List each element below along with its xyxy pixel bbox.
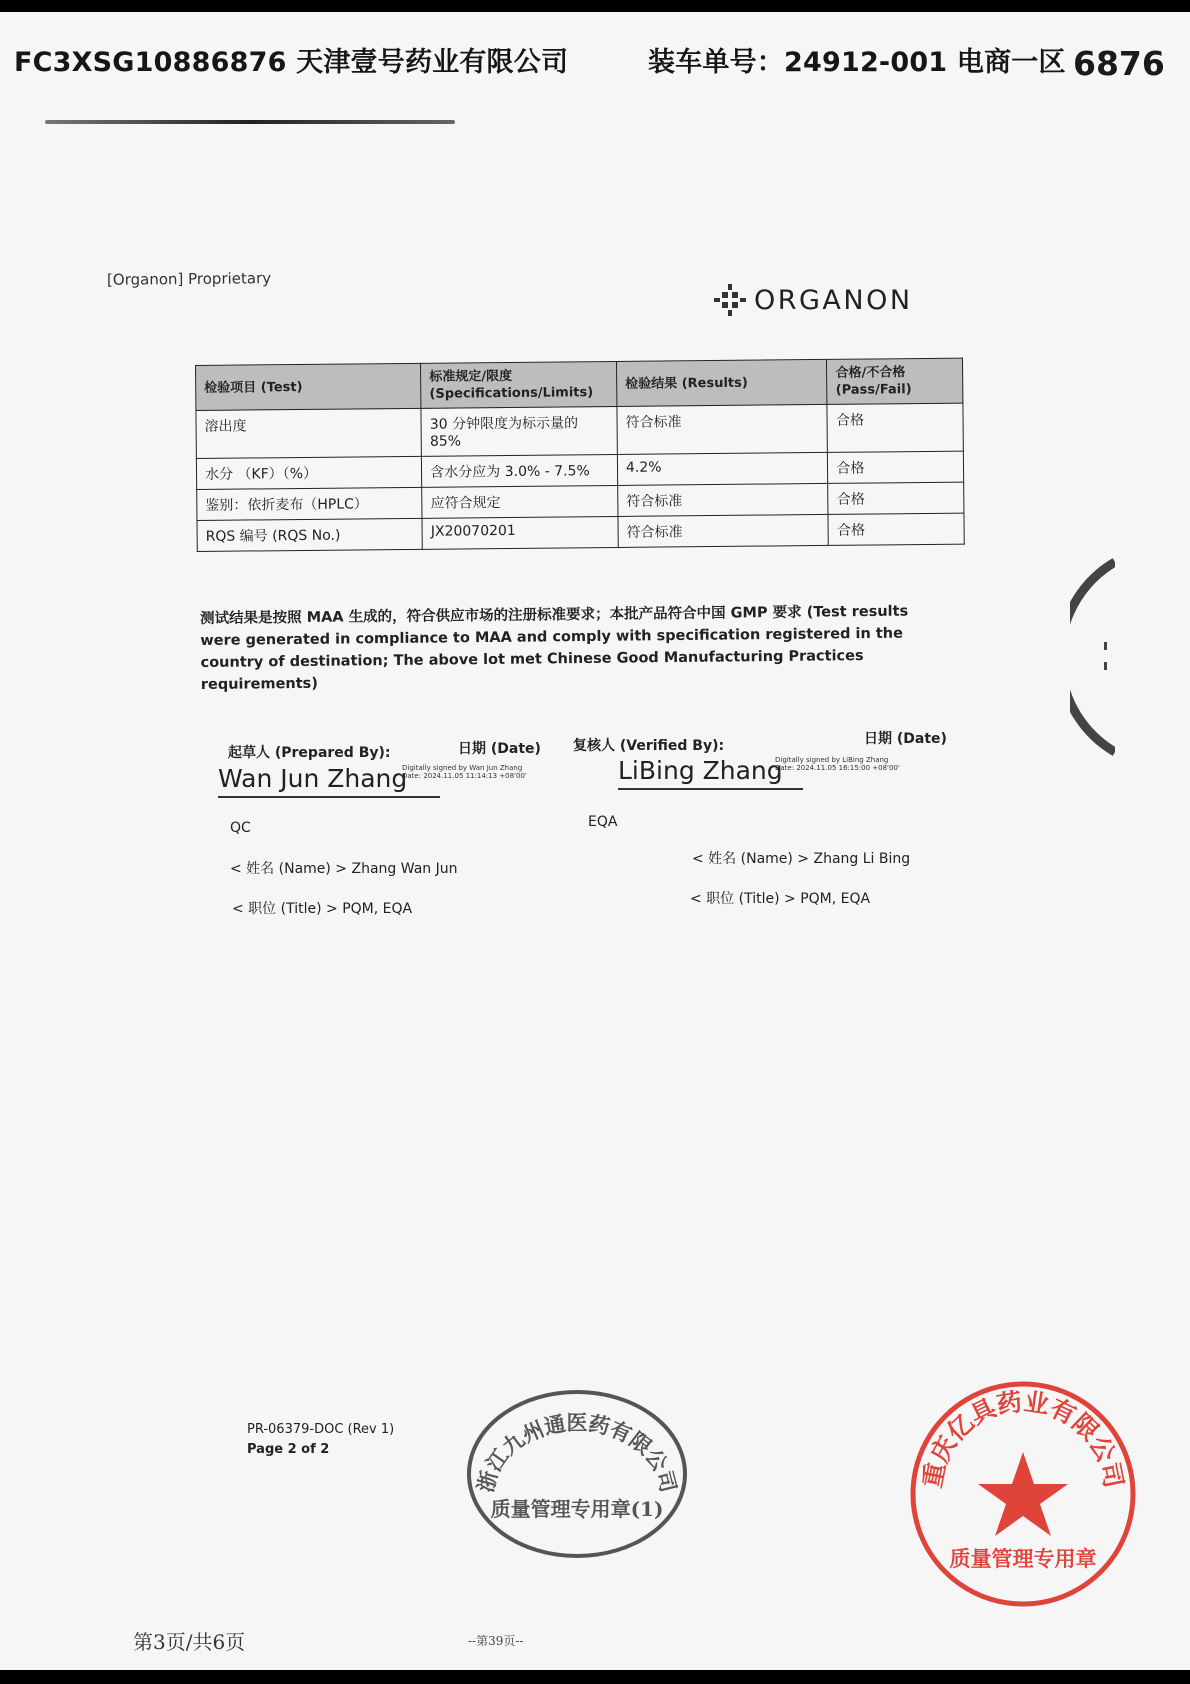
partial-seal-edge-icon — [1070, 557, 1115, 757]
table-cell: JX20070201 — [422, 516, 618, 549]
prepared-signature-line — [218, 796, 440, 798]
prepared-digital-line1: Digitally signed by Wan Jun Zhang — [402, 764, 523, 772]
table-cell: 4.2% — [617, 452, 828, 485]
verified-title: < 职位 (Title) > PQM, EQA — [690, 891, 871, 907]
header-number: 6876 — [1073, 44, 1165, 83]
prepared-date-label: 日期 (Date) — [458, 741, 541, 757]
table-cell: 符合标准 — [617, 404, 828, 454]
quality-stamp-left — [462, 1382, 692, 1558]
verified-signature: LiBing Zhang — [618, 756, 783, 785]
organon-logo — [714, 284, 913, 316]
verified-name: < 姓名 (Name) > Zhang Li Bing — [692, 851, 911, 867]
footer-page-count: 第3页/共6页 — [133, 1630, 246, 1654]
col-passfail-header: 合格/不合格 (Pass/Fail) — [827, 358, 963, 404]
document-reference — [247, 1420, 394, 1460]
prepared-title: < 职位 (Title) > PQM, EQA — [232, 901, 413, 917]
table-cell: 应符合规定 — [422, 485, 618, 518]
quality-stamp-right — [905, 1376, 1141, 1612]
table-cell: 鉴别：依折麦布（HPLC） — [197, 487, 422, 520]
bottom-black-bar — [0, 1670, 1190, 1684]
stamp-star-icon — [978, 1452, 1068, 1536]
prepared-by-label: 起草人 (Prepared By): — [228, 745, 391, 761]
header-right: 装车单号：24912-001 电商一区 — [648, 47, 1066, 78]
organon-mark-icon — [714, 284, 746, 316]
verified-date-label: 日期 (Date) — [864, 731, 947, 747]
table-cell: 符合标准 — [618, 483, 829, 516]
prepared-dept: QC — [230, 820, 251, 836]
table-header-row — [196, 358, 963, 410]
verified-dept: EQA — [588, 814, 618, 830]
table-row — [197, 513, 964, 551]
table-cell: RQS 编号 (RQS No.) — [197, 518, 422, 551]
test-results-table — [195, 358, 965, 552]
prepared-digital-sign — [402, 764, 527, 780]
stamp-right-outer-text: 重庆亿具药业有限公司 — [917, 1387, 1129, 1491]
table-cell: 30 分钟限度为标示量的 85% — [421, 406, 617, 456]
table-cell: 合格 — [827, 403, 963, 452]
col-test-header: 检验项目 (Test) — [196, 363, 422, 410]
table-cell: 水分 （KF）（%） — [196, 456, 421, 489]
compliance-statement: 测试结果是按照 MAA 生成的，符合供应市场的注册标准要求；本批产品符合中国 GMP 要求 (Test results were generated in compliance to MAA and comply with specification registered in the country of destination; The above lot met Chinese Good Manufacturing Practices requirements) — [200, 603, 909, 693]
stamp-left-inner-text: 质量管理专用章(1) — [490, 1497, 664, 1521]
table-cell: 含水分应为 3.0% - 7.5% — [422, 454, 618, 487]
stamp-right-inner-text: 质量管理专用章 — [949, 1546, 1097, 1571]
verified-signature-line — [618, 788, 803, 790]
verified-digital-sign — [775, 756, 900, 772]
col-spec-header: 标准规定/限度 (Specifications/Limits) — [421, 361, 617, 408]
doc-page: Page 2 of 2 — [247, 1442, 330, 1457]
header-left: FC3XSG10886876 天津壹号药业有限公司 — [14, 47, 569, 78]
stamp-left-outer-text: 浙江九州通医药有限公司 — [472, 1410, 682, 1495]
doc-revision: PR-06379-DOC (Rev 1) — [247, 1422, 395, 1437]
table-cell: 合格 — [828, 451, 964, 483]
proprietary-label: [Organon] Proprietary — [106, 269, 272, 289]
prepared-digital-line2: Date: 2024.11.05 11:14:13 +08'00' — [402, 772, 527, 780]
organon-wordmark: ORGANON — [754, 284, 913, 316]
verified-by-label: 复核人 (Verified By): — [573, 738, 725, 754]
table-row — [196, 403, 963, 458]
verified-digital-line2: Date: 2024.11.05 16:15:00 +08'00' — [775, 764, 900, 772]
table-cell: 合格 — [828, 513, 964, 545]
footer-page-number: --第39页-- — [468, 1634, 524, 1648]
table-cell: 符合标准 — [618, 514, 829, 547]
col-results-header: 检验结果 (Results) — [616, 359, 827, 406]
prepared-signature: Wan Jun Zhang — [218, 764, 408, 793]
table-cell: 合格 — [828, 482, 964, 514]
document-page — [0, 12, 1190, 1670]
verified-digital-line1: Digitally signed by LiBing Zhang — [775, 756, 889, 764]
table-cell: 溶出度 — [196, 408, 422, 458]
prepared-name: < 姓名 (Name) > Zhang Wan Jun — [230, 861, 458, 877]
header-rule — [45, 120, 455, 124]
